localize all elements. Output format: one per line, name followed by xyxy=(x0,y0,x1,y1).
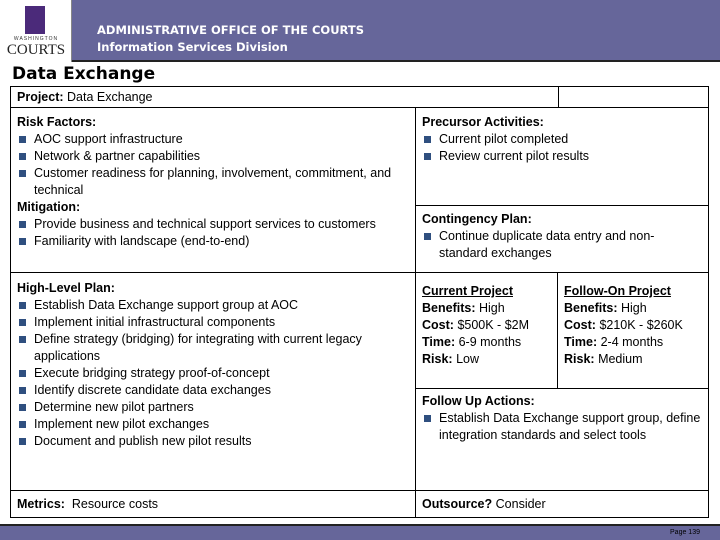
bullet-item: Continue duplicate data entry and non-standard exchanges xyxy=(422,228,702,262)
washington-courts-logo xyxy=(0,0,72,62)
followup-heading: Follow Up Actions: xyxy=(422,394,535,408)
bullet-item: Familiarity with landscape (end-to-end) xyxy=(17,233,409,250)
bullet-item: Execute bridging strategy proof-of-concept xyxy=(17,365,409,382)
followon-cost: $210K - $260K xyxy=(599,318,683,332)
logo-bottom-text: COURTS xyxy=(6,42,66,58)
current-benefits: High xyxy=(478,301,505,315)
bullet-item: Customer readiness for planning, involvement, commitment, and technical xyxy=(17,165,409,199)
bullet-item: Establish Data Exchange support group, define integration standards and select tools xyxy=(422,410,702,444)
bullet-item: AOC support infrastructure xyxy=(17,131,409,148)
header-band xyxy=(0,0,720,62)
organization-name xyxy=(97,22,364,56)
followup-list xyxy=(422,410,702,444)
benefits-label: Benefits: xyxy=(422,301,476,315)
project-cell xyxy=(10,86,559,108)
outsource-value: Consider xyxy=(495,497,546,511)
metrics-label: Metrics: xyxy=(17,497,65,511)
bullet-item: Identify discrete candidate data exchanges xyxy=(17,382,409,399)
bullet-item: Implement new pilot exchanges xyxy=(17,416,409,433)
mitigation-heading: Mitigation: xyxy=(17,200,81,214)
bullet-item: Network & partner capabilities xyxy=(17,148,409,165)
precursor-list xyxy=(422,131,702,165)
bullet-item: Review current pilot results xyxy=(422,148,702,165)
contingency-cell xyxy=(415,205,709,273)
follow-up-actions-cell xyxy=(415,388,709,491)
bullet-item: Current pilot completed xyxy=(422,131,702,148)
followon-benefits: High xyxy=(620,301,647,315)
mitigation-list xyxy=(17,216,409,250)
org-line-1: ADMINISTRATIVE OFFICE OF THE COURTS xyxy=(97,23,364,37)
risk-heading: Risk Factors: xyxy=(17,115,97,129)
followon-time: 2-4 months xyxy=(600,335,664,349)
bullet-item: Implement initial infrastructural components xyxy=(17,314,409,331)
cost-label: Cost: xyxy=(422,318,454,332)
bullet-item: Document and publish new pilot results xyxy=(17,433,409,450)
high-level-plan-cell xyxy=(10,272,416,491)
outsource-label: Outsource? xyxy=(422,497,493,511)
contingency-heading: Contingency Plan: xyxy=(422,212,532,226)
page-number: Page 139 xyxy=(670,529,700,536)
project-label: Project: xyxy=(17,90,64,104)
followon-heading: Follow-On Project xyxy=(564,284,671,298)
org-line-2: Information Services Division xyxy=(97,40,288,54)
risk-list xyxy=(17,131,409,199)
bullet-item: Establish Data Exchange support group at AOC xyxy=(17,297,409,314)
current-risk: Low xyxy=(456,352,479,366)
footer-band xyxy=(0,524,720,540)
followon-risk: Medium xyxy=(598,352,643,366)
outsource-cell xyxy=(415,490,709,518)
logo-top-text: WASHINGTON xyxy=(13,36,59,42)
current-time: 6-9 months xyxy=(458,335,522,349)
bullet-item: Define strategy (bridging) for integrating with current legacy applications xyxy=(17,331,409,365)
bullet-item: Determine new pilot partners xyxy=(17,399,409,416)
current-project-cell xyxy=(415,272,558,389)
precursor-heading: Precursor Activities: xyxy=(422,115,544,129)
metrics-value: Resource costs xyxy=(71,497,159,511)
risk-factors-cell xyxy=(10,107,416,273)
project-value: Data Exchange xyxy=(67,90,153,104)
risk-label: Risk: xyxy=(422,352,453,366)
page-title: Data Exchange xyxy=(12,64,156,84)
time-label: Time: xyxy=(564,335,598,349)
metrics-cell xyxy=(10,490,416,518)
current-heading: Current Project xyxy=(422,284,513,298)
plan-list xyxy=(17,297,409,450)
cost-label: Cost: xyxy=(564,318,596,332)
logo-mark-icon xyxy=(25,6,45,34)
time-label: Time: xyxy=(422,335,456,349)
precursor-cell xyxy=(415,107,709,206)
project-empty-cell xyxy=(558,86,709,108)
contingency-list xyxy=(422,228,702,262)
current-cost: $500K - $2M xyxy=(457,318,530,332)
benefits-label: Benefits: xyxy=(564,301,618,315)
plan-heading: High-Level Plan: xyxy=(17,281,115,295)
risk-label: Risk: xyxy=(564,352,595,366)
bullet-item: Provide business and technical support services to customers xyxy=(17,216,409,233)
follow-on-project-cell xyxy=(557,272,709,389)
